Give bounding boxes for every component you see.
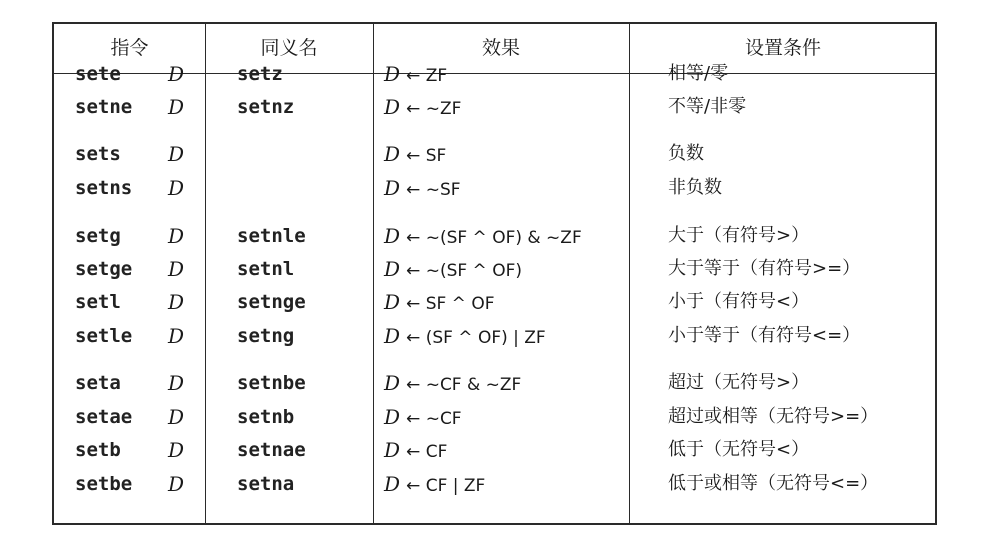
effect-expression xyxy=(384,321,546,351)
synonym-name: setnge xyxy=(237,291,306,313)
synonym-name: setnb xyxy=(237,406,295,428)
effect-expression xyxy=(384,92,461,122)
instruction-operand: D xyxy=(168,142,185,166)
effect-destination: D xyxy=(384,405,401,429)
instruction-name: setg xyxy=(75,225,121,247)
effect-destination: D xyxy=(384,142,401,166)
effect-formula: ← CF xyxy=(406,442,448,462)
synonym-name: setnl xyxy=(237,258,295,280)
effect-destination: D xyxy=(384,176,401,200)
effect-destination: D xyxy=(384,224,401,248)
effect-expression xyxy=(384,368,521,398)
effect-formula: ← ~(SF ^ OF) xyxy=(406,261,522,281)
synonym-name: setnz xyxy=(237,96,295,118)
effect-expression xyxy=(384,435,447,465)
instruction-operand: D xyxy=(168,405,185,429)
instruction-name: setl xyxy=(75,291,121,313)
effect-formula: ← ~(SF ^ OF) & ~ZF xyxy=(406,228,582,248)
column-divider xyxy=(373,24,374,523)
set-condition: 小于（有符号<） xyxy=(668,291,810,312)
set-condition: 非负数 xyxy=(668,177,722,198)
effect-destination: D xyxy=(384,371,401,395)
instruction-operand: D xyxy=(168,371,185,395)
synonym-name: setnle xyxy=(237,225,306,247)
header-synonym: 同义名 xyxy=(260,37,318,59)
effect-formula: ← ~CF & ~ZF xyxy=(406,375,522,395)
instruction-operand: D xyxy=(168,257,185,281)
header-effect: 效果 xyxy=(481,37,520,59)
synonym-name: setnbe xyxy=(237,372,306,394)
effect-formula: ← ~CF xyxy=(406,409,462,429)
effect-formula: ← ~ZF xyxy=(406,99,462,119)
set-condition: 超过（无符号>） xyxy=(668,372,810,393)
set-condition: 低于（无符号<） xyxy=(668,439,810,460)
instruction-operand: D xyxy=(168,290,185,314)
set-condition: 相等/零 xyxy=(668,63,729,84)
instruction-name: setge xyxy=(75,258,133,280)
instruction-name: setb xyxy=(75,439,121,461)
header-instruction: 指令 xyxy=(110,37,149,59)
instruction-operand: D xyxy=(168,472,185,496)
set-condition: 负数 xyxy=(668,143,704,164)
header-condition: 设置条件 xyxy=(744,37,821,59)
header-divider xyxy=(54,73,935,74)
instruction-name: setbe xyxy=(75,473,133,495)
instruction-operand: D xyxy=(168,95,185,119)
column-divider xyxy=(629,24,630,523)
instruction-name: setle xyxy=(75,325,133,347)
condition-set-table xyxy=(52,22,937,525)
effect-expression xyxy=(384,173,461,203)
effect-destination: D xyxy=(384,257,401,281)
effect-expression xyxy=(384,402,462,432)
instruction-name: setne xyxy=(75,96,133,118)
instruction-operand: D xyxy=(168,224,185,248)
instruction-name: seta xyxy=(75,372,121,394)
set-condition: 小于等于（有符号<=） xyxy=(668,325,861,346)
instruction-name: setae xyxy=(75,406,133,428)
effect-destination: D xyxy=(384,472,401,496)
instruction-operand: D xyxy=(168,62,185,86)
set-condition: 大于（有符号>） xyxy=(668,225,810,246)
synonym-name: setnae xyxy=(237,439,306,461)
instruction-operand: D xyxy=(168,438,185,462)
effect-expression xyxy=(384,287,494,317)
effect-destination: D xyxy=(384,290,401,314)
instruction-operand: D xyxy=(168,176,185,200)
set-condition: 低于或相等（无符号<=） xyxy=(668,473,879,494)
instruction-name: setns xyxy=(75,177,133,199)
effect-destination: D xyxy=(384,95,401,119)
set-condition: 不等/非零 xyxy=(668,96,747,117)
synonym-name: setna xyxy=(237,473,295,495)
effect-expression xyxy=(384,139,446,169)
synonym-name: setz xyxy=(237,63,283,85)
effect-destination: D xyxy=(384,324,401,348)
synonym-name: setng xyxy=(237,325,295,347)
column-divider xyxy=(205,24,206,523)
set-condition: 超过或相等（无符号>=） xyxy=(668,406,879,427)
effect-expression xyxy=(384,469,485,499)
instruction-name: sete xyxy=(75,63,121,85)
effect-formula: ← ~SF xyxy=(406,180,461,200)
set-condition: 大于等于（有符号>=） xyxy=(668,258,861,279)
effect-formula: ← CF | ZF xyxy=(406,476,486,496)
instruction-operand: D xyxy=(168,324,185,348)
effect-formula: ← SF xyxy=(406,146,447,166)
effect-destination: D xyxy=(384,438,401,462)
effect-expression xyxy=(384,254,522,284)
effect-formula: ← ZF xyxy=(406,66,448,86)
effect-expression xyxy=(384,221,582,251)
instruction-name: sets xyxy=(75,143,121,165)
effect-expression xyxy=(384,59,447,89)
effect-formula: ← (SF ^ OF) | ZF xyxy=(406,328,546,348)
effect-formula: ← SF ^ OF xyxy=(406,294,495,314)
effect-destination: D xyxy=(384,62,401,86)
